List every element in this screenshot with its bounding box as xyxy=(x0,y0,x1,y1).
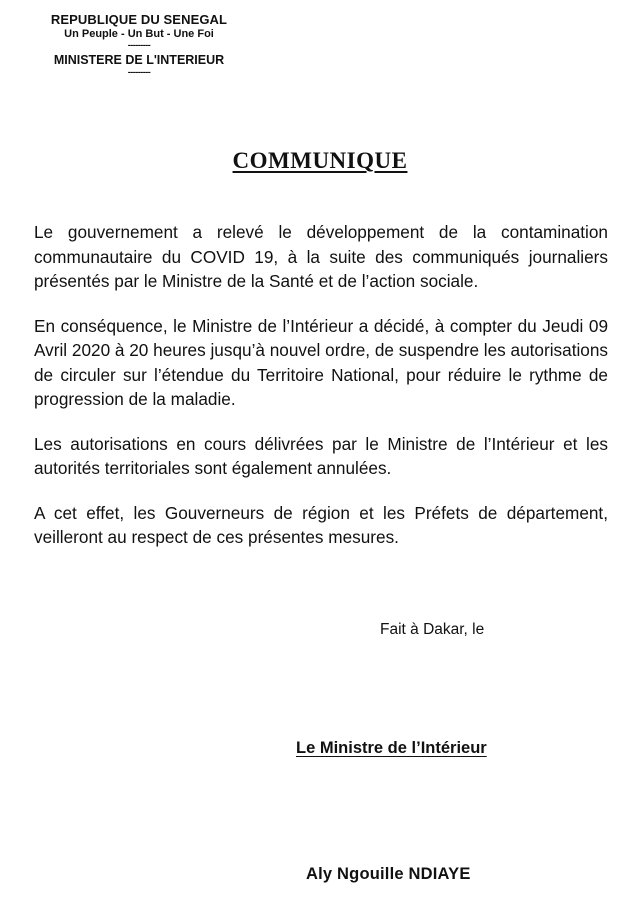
paragraph: En conséquence, le Ministre de l’Intérieur a décidé, à compter du Jeudi 09 Avril 2020 à 20 heures jusqu’à nouvel ordre, de suspendre les autorisations de circuler sur l’étendue du Territoire National, pour réduire le rythme de progression de la maladie. xyxy=(34,315,608,409)
signatory-title: Le Ministre de l’Intérieur xyxy=(296,739,487,757)
paragraph: A cet effet, les Gouverneurs de région et les Préfets de département, veilleront au respect de ces présentes mesures. xyxy=(34,502,608,547)
paragraph: Le gouvernement a relevé le développement de la contamination communautaire du COVID 19, à la suite des communiqués journaliers présentés par le Ministre de la Santé et de l’action sociale. xyxy=(34,222,608,291)
letterhead xyxy=(34,12,244,78)
paragraph: Les autorisations en cours délivrées par le Ministre de l’Intérieur et les autorités territoriales sont également annulées. xyxy=(34,433,608,478)
document-title: COMMUNIQUE xyxy=(232,148,408,173)
header-separator: --------- xyxy=(127,40,151,51)
place-date-line: Fait à Dakar, le xyxy=(380,621,485,638)
ministry-name: MINISTERE DE L'INTERIEUR xyxy=(53,53,225,68)
document-body xyxy=(34,220,608,570)
country-name: REPUBLIQUE DU SENEGAL xyxy=(50,12,228,27)
national-motto: Un Peuple - Un But - Une Foi xyxy=(64,27,214,40)
header-separator: --------- xyxy=(127,67,151,78)
signatory-name: Aly Ngouille NDIAYE xyxy=(306,865,471,883)
